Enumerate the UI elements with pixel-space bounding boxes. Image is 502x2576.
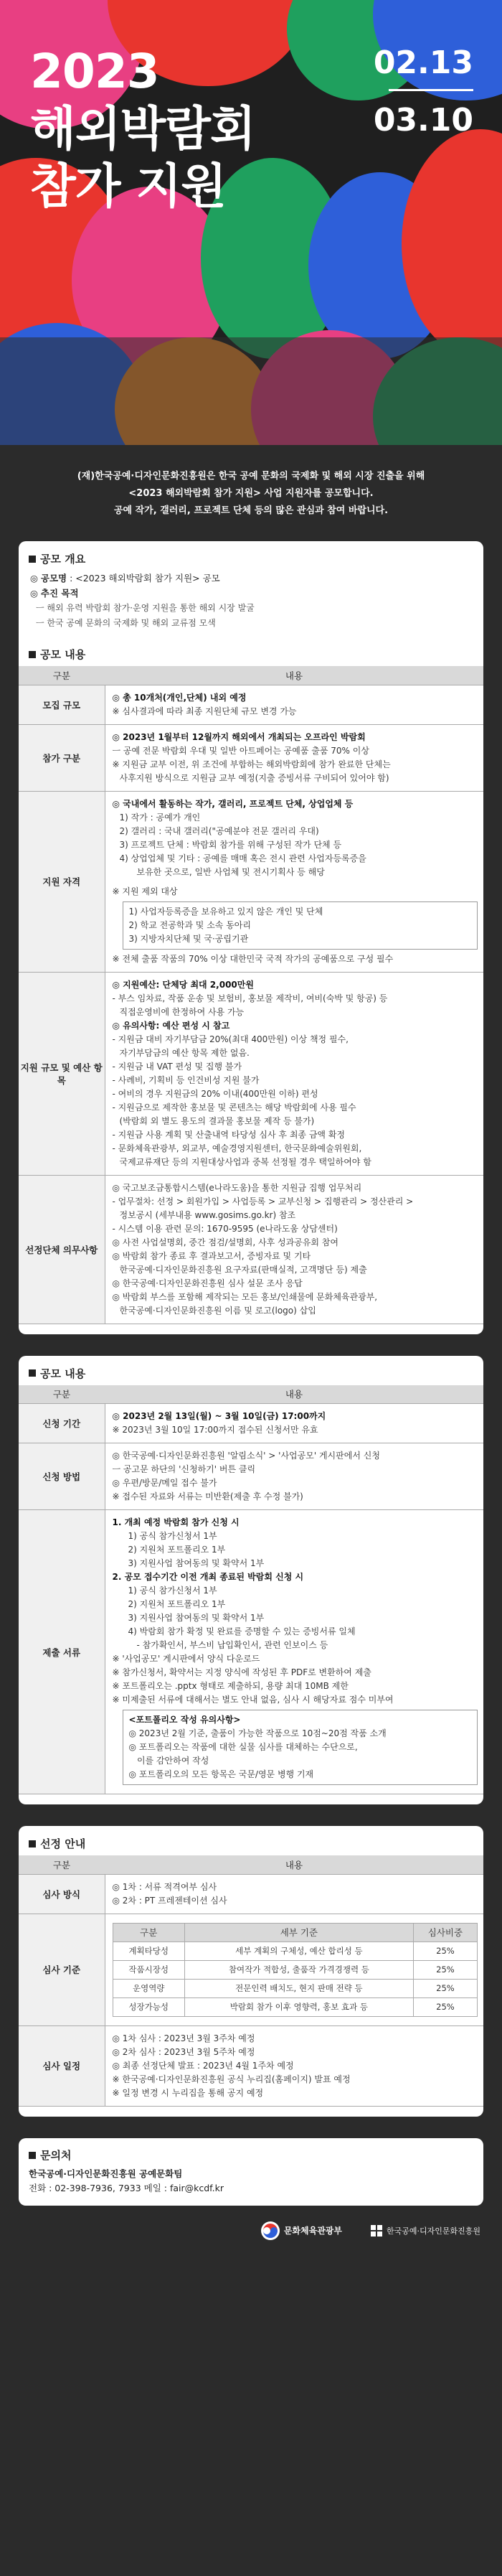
- content-line: ※ '사업공모' 게시판에서 양식 다운로드: [112, 1654, 260, 1664]
- content-line: ◎ 박람회 부스를 포함해 제작되는 모든 홍보/인쇄물에 문화체육관광부,: [112, 1291, 378, 1302]
- criteria-cell: 세부 계획의 구체성, 예산 합리성 등: [184, 1942, 413, 1960]
- table-row: [19, 685, 483, 724]
- criteria-row: [113, 1942, 478, 1960]
- content-line: ※ 2023년 3월 10일 17:00까지 접수된 신청서만 유효: [112, 1425, 318, 1435]
- content-line: ◎ 최종 선정단체 발표 : 2023년 4월 1주차 예정: [112, 2060, 294, 2071]
- note-box: [123, 901, 478, 950]
- criteria-row: [113, 1960, 478, 1979]
- date-divider: [389, 89, 473, 91]
- row-content: [105, 1914, 483, 2025]
- row-label: 신청 기간: [19, 1404, 105, 1443]
- criteria-cell: 25%: [413, 1979, 477, 1997]
- row-label: 심사 기준: [19, 1914, 105, 2025]
- table-row: [19, 1874, 483, 1914]
- content-line: ※ 접수된 자료와 서류는 미반환(제출 후 수정 불가): [112, 1491, 303, 1502]
- content-line: 자기부담금의 예산 항목 제한 없음.: [119, 1047, 250, 1058]
- content-line: - 여비의 경우 지원금의 20% 이내(400만원 이하) 편성: [112, 1088, 318, 1099]
- row-label: 제출 서류: [19, 1510, 105, 1794]
- content-line: ◎ 국고보조금통합시스템(e나라도움)을 통한 지원금 집행 업무처리: [112, 1182, 362, 1193]
- content-line: ◎ 2023년 1월부터 12월까지 해외에서 개최되는 오프라인 박람회: [112, 731, 366, 742]
- criteria-cell: 박람회 참가 이후 영향력, 홍보 효과 등: [184, 1997, 413, 2016]
- row-label: 신청 방법: [19, 1443, 105, 1510]
- taegeuk-icon: [261, 2221, 280, 2240]
- row-label: 모집 규모: [19, 685, 105, 724]
- intro-text: [0, 445, 502, 541]
- kcdf-name: 한국공예·디자인문화진흥원: [386, 2226, 480, 2236]
- section-header: [19, 642, 483, 666]
- hero-banner: [0, 0, 502, 445]
- criteria-table: [113, 1923, 478, 2017]
- table-header-content: 내용: [105, 1385, 483, 1404]
- content-line: 사후지원 방식으로 지원금 교부 예정(지출 증빙서류 구비되어 있어야 함): [119, 772, 389, 783]
- section-title: 선정 안내: [40, 1837, 86, 1850]
- content-line: ◎ 유의사항: 예산 편성 시 참고: [112, 1020, 230, 1031]
- content-line: 2) 지원처 포트폴리오 1부: [128, 1599, 226, 1609]
- row-content: [105, 1404, 483, 1443]
- note-box: [123, 1710, 478, 1785]
- criteria-cell: 전문인력 배치도, 현지 판매 전략 등: [184, 1979, 413, 1997]
- footer: [0, 2206, 502, 2256]
- content-line: - 부스 임차료, 작품 운송 및 보험비, 홍보물 제작비, 여비(숙박 및 항공) 등: [112, 993, 388, 1003]
- row-content: [105, 1510, 483, 1794]
- content-line: [113, 879, 478, 885]
- criteria-cell: 25%: [413, 1942, 477, 1960]
- content-line: ※ 전체 출품 작품의 70% 이상 대한민국 국적 작가의 공예품으로 구성 필수: [112, 953, 394, 964]
- content-line: 2. 공모 접수기간 이전 개최 종료된 박람회 신청 시: [112, 1572, 304, 1582]
- row-label: 선정단체 의무사항: [19, 1175, 105, 1324]
- row-content: [105, 972, 483, 1175]
- content-line: - 지원금 내 VAT 편성 및 집행 불가: [112, 1061, 242, 1072]
- content-line: ◎ 사전 사업설명회, 중간 점검/설명회, 사후 성과공유회 참여: [112, 1237, 338, 1247]
- table-row: [19, 791, 483, 972]
- content-line: ◎ 총 10개처(개인,단체) 내외 예정: [112, 692, 247, 703]
- content-line: 4) 상업업체 및 기타 : 공예를 매매 혹은 전시 관련 사업자등록증을: [119, 853, 366, 863]
- row-label: 심사 방식: [19, 1874, 105, 1914]
- overview-name-label: 공모명: [40, 573, 67, 584]
- table-header-content: 내용: [105, 1855, 483, 1874]
- table-row: [19, 1443, 483, 1510]
- section-header: [19, 1356, 483, 1385]
- contact-detail: 전화 : 02-398-7936, 7933 메일 : fair@kcdf.kr: [29, 2182, 224, 2193]
- row-label: 지원 규모 및 예산 항목: [19, 972, 105, 1175]
- content-line: ※ 지원 제외 대상: [112, 886, 178, 896]
- content-line: ◎ 한국공예·디자인문화진흥원 심사 설문 조사 응답: [112, 1278, 303, 1288]
- contact-body: [19, 2138, 483, 2206]
- application-card: [19, 1356, 483, 1805]
- note-line: 2) 학교 전공학과 및 소속 동아리: [128, 919, 251, 930]
- criteria-header: 세부 기준: [184, 1923, 413, 1942]
- content-line: 한국공예·디자인문화진흥원 이름 및 로고(logo) 삽입: [119, 1305, 316, 1316]
- overview-name: ◎ 공모명 : <2023 해외박람회 참가 지원> 공모: [30, 573, 220, 584]
- criteria-header: 심사비중: [413, 1923, 477, 1942]
- content-line: 3) 프로젝트 단체 : 박람회 참가를 위해 구성된 작가 단체 등: [119, 839, 342, 850]
- application-table: [19, 1385, 483, 1795]
- row-content: [105, 724, 483, 791]
- content-line: ※ 참가신청서, 확약서는 지정 양식에 작성된 후 PDF로 변환하여 제출: [112, 1667, 371, 1677]
- content-line: ※ 미제출된 서류에 대해서는 별도 안내 없음, 심사 시 해당자료 점수 미부여: [112, 1695, 394, 1705]
- content-line: ◎ 2023년 2월 13일(월) ~ 3월 10일(금) 17:00까지: [112, 1411, 326, 1421]
- content-line: - 지원금 대비 자기부담금 20%(최대 400만원) 이상 책정 필수,: [112, 1034, 349, 1044]
- content-line: ※ 한국공예·디자인문화진흥원 공식 누리집(홈페이지) 발표 예정: [112, 2074, 351, 2084]
- content-line: 1) 작가 : 공예가 개인: [119, 812, 201, 823]
- table-header-category: 구분: [19, 666, 105, 685]
- selection-card: [19, 1826, 483, 2117]
- content-line: 1. 개최 예정 박람회 참가 신청 시: [112, 1517, 240, 1527]
- criteria-cell: 계획타당성: [113, 1942, 184, 1960]
- section-title: 문의처: [40, 2148, 72, 2162]
- table-header-category: 구분: [19, 1385, 105, 1404]
- intro-line: <2023 해외박람회 참가 지원> 사업 지원자를 공모합니다.: [128, 488, 374, 499]
- table-row: [19, 2025, 483, 2106]
- content-line: ※ 지원금 교부 이전, 위 조건에 부합하는 해외박람회에 참가 완료한 단체는: [112, 759, 391, 769]
- purpose-item: ㅡ 한국 공예 문화의 국제화 및 해외 교류점 모색: [36, 618, 216, 628]
- criteria-cell: 참여작가 적합성, 출품작 가격경쟁력 등: [184, 1960, 413, 1979]
- content-line: 4) 박람회 참가 확정 및 완료를 증명할 수 있는 증빙서류 일체: [128, 1626, 356, 1636]
- row-content: [105, 685, 483, 724]
- section-header: [29, 2148, 473, 2167]
- row-content: [105, 2025, 483, 2106]
- row-content: [105, 1874, 483, 1914]
- criteria-row: [113, 1979, 478, 1997]
- table-row: [19, 1914, 483, 2025]
- content-line: ㅡ 공고문 하단의 '신청하기' 버튼 클릭: [112, 1464, 256, 1474]
- bullet-square-icon: [29, 556, 36, 563]
- content-line: - 사례비, 기획비 등 인건비성 지원 불가: [112, 1074, 260, 1085]
- overview-card: [19, 541, 483, 1334]
- title-line2: 참가 지원: [30, 159, 227, 214]
- note-line: 이를 감안하여 작성: [128, 1756, 209, 1766]
- criteria-cell: 작품시장성: [113, 1960, 184, 1979]
- kcdf-mark-icon: [371, 2225, 382, 2237]
- content-line: - 업무절차: 선정 > 회원가입 > 사업등록 > 교부신청 > 집행관리 > 정산관리 >: [112, 1196, 414, 1207]
- content-line: 2) 지원처 포트폴리오 1부: [128, 1545, 226, 1555]
- content-line: ◎ 한국공예·디자인문화진흥원 '알림소식' > '사업공모' 게시판에서 신청: [112, 1451, 380, 1461]
- ministry-logo: [261, 2221, 342, 2240]
- contact-org: 한국공예·디자인문화진흥원 공예문화팀: [29, 2168, 183, 2179]
- section-header: [19, 541, 483, 571]
- title-year: 2023: [30, 44, 159, 99]
- section-title: 공모 내용: [40, 1367, 86, 1380]
- row-content: [105, 791, 483, 972]
- criteria-cell: 25%: [413, 1960, 477, 1979]
- content-line: 2) 갤러리 : 국내 갤러리("공예분야 전문 갤러리 우대): [119, 825, 319, 836]
- criteria-row: [113, 1997, 478, 2016]
- note-line: ◎ 포트폴리오는 작품에 대한 실물 심사를 대체하는 수단으로,: [128, 1742, 358, 1752]
- content-line: ※ 포트폴리오는 .pptx 형태로 제출하되, 용량 최대 10MB 제한: [112, 1681, 349, 1691]
- bullet-square-icon: [29, 1369, 36, 1377]
- note-line: ◎ 2023년 2월 기준, 출품이 가능한 작품으로 10점~20점 작품 소개: [128, 1728, 387, 1738]
- row-content: [105, 1443, 483, 1510]
- criteria-cell: 성장가능성: [113, 1997, 184, 2016]
- content-line: - 참가확인서, 부스비 납입확인서, 관련 인보이스 등: [136, 1640, 328, 1650]
- note-box-title: <포트폴리오 작성 유의사항>: [128, 1715, 241, 1725]
- table-row: [19, 972, 483, 1175]
- criteria-header: 구분: [113, 1923, 184, 1942]
- content-line: 보유한 곳으로, 일반 사업체 및 전시기획사 등 해당: [136, 866, 325, 877]
- content-line: ◎ 지원예산: 단체당 최대 2,000만원: [112, 979, 254, 990]
- bullet-square-icon: [29, 1840, 36, 1847]
- row-label: 심사 일정: [19, 2025, 105, 2106]
- content-line: ◎ 2차 : PT 프레젠테이션 심사: [112, 1895, 227, 1906]
- content-line: ※ 심사결과에 따라 최종 지원단체 규모 변경 가능: [112, 706, 297, 716]
- selection-table: [19, 1855, 483, 2107]
- table-row: [19, 1510, 483, 1794]
- content-line: (박람회 외 별도 용도의 결과물 홍보물 제작 등 불가): [119, 1115, 315, 1126]
- content-line: 한국공예·디자인문화진흥원 요구자료(판매실적, 고객명단 등) 제출: [119, 1264, 367, 1275]
- table-row: [19, 724, 483, 791]
- criteria-cell: 25%: [413, 1997, 477, 2016]
- ministry-name: 문화체육관광부: [283, 2226, 342, 2236]
- table-header-category: 구분: [19, 1855, 105, 1874]
- overview-name-value: : <2023 해외박람회 참가 지원> 공모: [67, 573, 220, 584]
- content-line: - 지원금 사용 계획 및 산출내역 타당성 심사 후 최종 금액 확정: [112, 1129, 345, 1140]
- section-title: 공모 개요: [40, 553, 86, 566]
- title-line1: 해외박람회: [30, 101, 255, 156]
- row-label: 지원 자격: [19, 791, 105, 972]
- content-line: ◎ 1차 : 서류 적격여부 심사: [112, 1881, 217, 1892]
- content-line: 직접운영비에 한정하여 사용 가능: [119, 1006, 245, 1017]
- content-line: - 시스템 이용 관련 문의: 1670-9595 (e나라도움 상담센터): [112, 1223, 338, 1234]
- overview-body: [19, 571, 483, 642]
- row-label: 참가 구분: [19, 724, 105, 791]
- overview-purpose-label: 추진 목적: [40, 588, 79, 599]
- bullet-square-icon: [29, 2152, 36, 2159]
- content-line: 3) 지원사업 참여동의 및 확약서 1부: [128, 1558, 265, 1568]
- bullet-square-icon: [29, 651, 36, 658]
- criteria-cell: 운영역량: [113, 1979, 184, 1997]
- content-line: 1) 공식 참가신청서 1부: [128, 1531, 217, 1541]
- overview-purpose: ◎ 추진 목적: [30, 588, 79, 599]
- content-line: - 지원금으로 제작한 홍보물 및 콘텐츠는 해당 박람회에 사용 필수: [112, 1102, 356, 1113]
- section-header: [19, 1826, 483, 1855]
- content-line: ◎ 박람회 참가 종료 후 결과보고서, 증빙자료 및 기타: [112, 1250, 311, 1261]
- note-line: 3) 지방자치단체 및 국·공립기관: [128, 933, 249, 944]
- table-header-content: 내용: [105, 666, 483, 685]
- content-line: ※ 일정 변경 시 누리집을 통해 공지 예정: [112, 2087, 264, 2098]
- content-line: 1) 공식 참가신청서 1부: [128, 1586, 217, 1596]
- content-line: 정보공시 (세부내용 www.gosims.go.kr) 참조: [119, 1209, 296, 1220]
- purpose-item: ㅡ 해외 유력 박람회 참가·운영 지원을 통한 해외 시장 발굴: [36, 603, 255, 613]
- table-row: [19, 1175, 483, 1324]
- contact-card: [19, 2138, 483, 2206]
- date-end: 03.10: [373, 102, 473, 139]
- hero-title: [30, 43, 255, 215]
- content-line: 국제교류재단 등의 지원대상사업과 중복 선정될 경우 택일하여야 함: [119, 1156, 371, 1167]
- content-line: ◎ 1차 심사 : 2023년 3월 3주차 예정: [112, 2033, 255, 2043]
- content-line: ㅡ 공예 전문 박람회 우대 및 일반 아트페어는 공예품 출품 70% 이상: [112, 745, 369, 756]
- kcdf-logo: [371, 2225, 480, 2237]
- date-start: 02.13: [373, 45, 473, 81]
- intro-line: (재)한국공예·디자인문화진흥원은 한국 공예 문화의 국제화 및 해외 시장 진출을 위해: [77, 471, 425, 482]
- section-title: 공모 내용: [40, 648, 86, 661]
- content-line: - 문화체육관광부, 외교부, 예술경영지원센터, 한국문화예술위원회,: [112, 1143, 362, 1153]
- row-content: [105, 1175, 483, 1324]
- content-line: ◎ 2차 심사 : 2023년 3월 5주차 예정: [112, 2046, 255, 2057]
- note-line: 1) 사업자등록증을 보유하고 있지 않은 개인 및 단체: [128, 906, 323, 917]
- content-line: 3) 지원사업 참여동의 및 확약서 1부: [128, 1613, 265, 1623]
- content-line: ◎ 국내에서 활동하는 작가, 갤러리, 프로젝트 단체, 상업업체 등: [112, 798, 354, 809]
- note-line: ◎ 포트폴리오의 모든 항목은 국문/영문 병행 기재: [128, 1769, 314, 1779]
- intro-line: 공예 작가, 갤러리, 프로젝트 단체 등의 많은 관심과 참여 바랍니다.: [113, 505, 389, 516]
- table-row: [19, 1404, 483, 1443]
- content-line: ◎ 우편/방문/메일 접수 불가: [112, 1478, 217, 1488]
- content-table: [19, 666, 483, 1324]
